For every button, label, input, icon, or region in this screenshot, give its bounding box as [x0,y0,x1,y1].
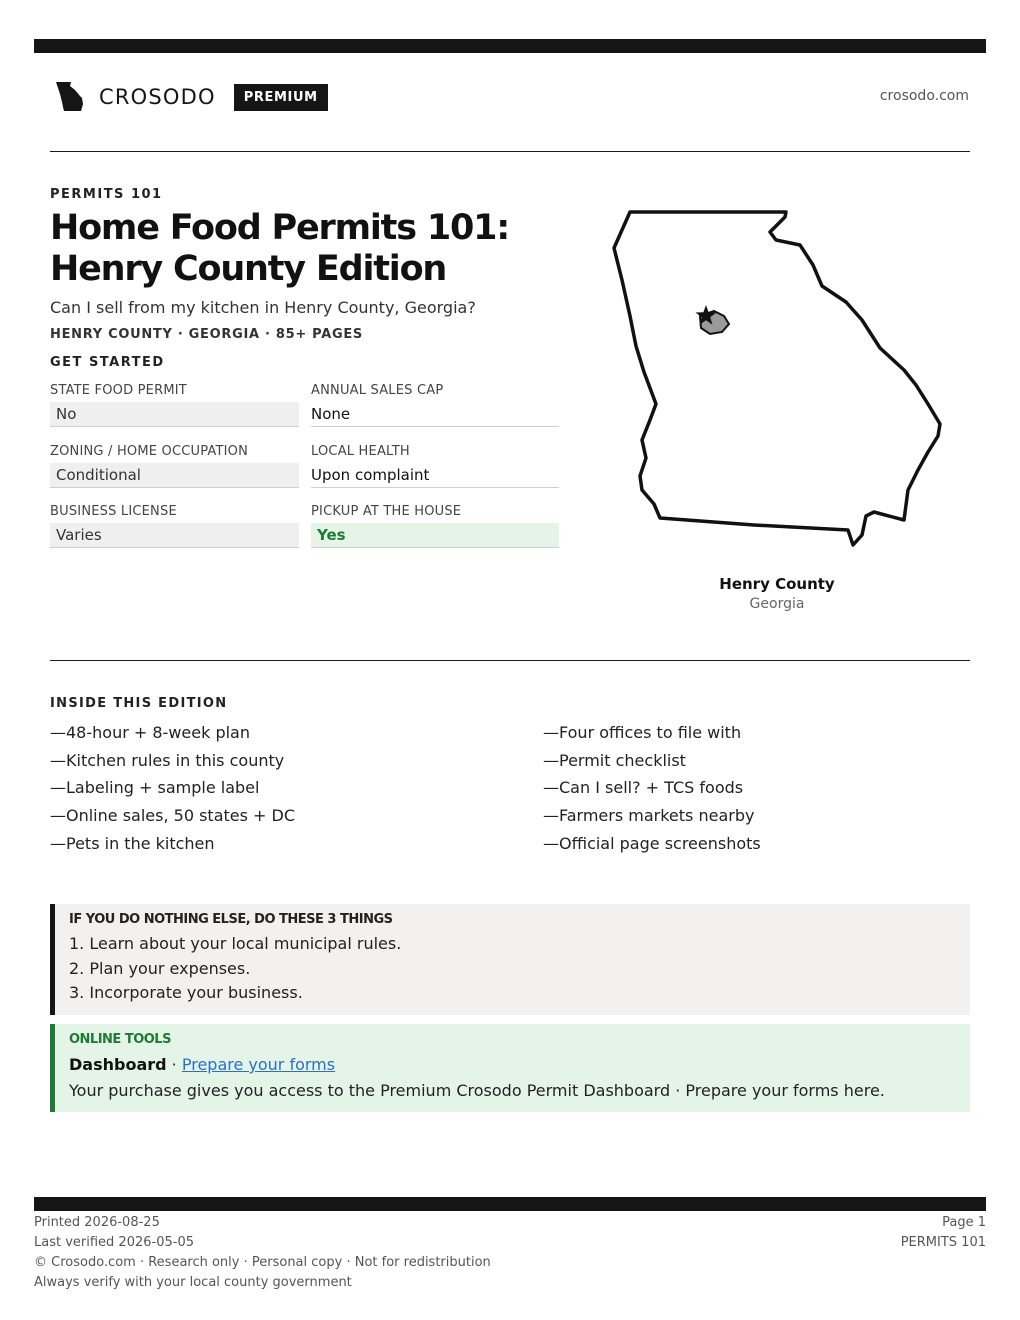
inside-heading: INSIDE THIS EDITION [50,696,228,711]
list-item: —Labeling + sample label [50,778,260,798]
list-item: —Official page screenshots [543,833,761,853]
copyright: © Crosodo.com · Research only · Personal copy · Not for redistribution [34,1255,491,1270]
georgia-state-outline-map [600,200,950,560]
separator: · [166,1055,182,1074]
footer-rule-bar [34,1197,986,1211]
callout-heading: IF YOU DO NOTHING ELSE, DO THESE 3 THINGS [69,912,393,927]
must-do-list [69,932,956,1006]
list-item: 3. Incorporate your business. [69,983,303,1002]
brand-header [53,80,328,114]
list-item: —Can I sell? + TCS foods [543,778,744,798]
list-item: —Kitchen rules in this county [50,750,285,770]
field-zoning-home-occupation [50,444,299,488]
top-rule-bar [34,39,986,53]
dashboard-line [69,1052,956,1078]
field-value: None [311,402,559,427]
field-label: LOCAL HEALTH [311,444,410,459]
page-title: Home Food Permits 101: Henry County Edition [50,208,510,289]
field-local-health [311,444,559,488]
list-item: —Pets in the kitchen [50,833,215,853]
map-caption-county: Henry County [719,575,835,593]
page-number: Page 1 [942,1215,986,1230]
section-divider [50,660,970,661]
field-value: Yes [311,523,559,548]
page-subtitle: Can I sell from my kitchen in Henry County, Georgia? [50,298,476,317]
footer-right [901,1213,986,1253]
field-label: STATE FOOD PERMIT [50,383,187,398]
footer-section: PERMITS 101 [900,1235,986,1250]
section-eyebrow: PERMITS 101 [50,187,163,202]
field-business-license [50,504,299,548]
list-item: —Permit checklist [543,750,686,770]
field-value: Upon complaint [311,463,559,488]
dashboard-label: Dashboard [69,1055,167,1074]
header-divider [50,151,970,152]
map-caption-state: Georgia [749,596,805,612]
field-label: ZONING / HOME OCCUPATION [50,444,249,459]
premium-badge: PREMIUM [234,84,328,111]
callout-heading: ONLINE TOOLS [69,1032,171,1047]
online-tools-callout [50,1024,970,1112]
field-annual-sales-cap [311,383,559,427]
get-started-heading: GET STARTED [50,355,165,370]
field-label: BUSINESS LICENSE [50,504,177,519]
must-do-callout [50,904,970,1015]
field-state-food-permit [50,383,299,427]
list-item: 1. Learn about your local municipal rules. [69,934,402,953]
list-item: —Online sales, 50 states + DC [50,806,296,826]
verified-date: Last verified 2026-05-05 [34,1235,194,1250]
inside-list-left [50,722,295,860]
brand-name: CROSODO [99,85,216,109]
state-outline [614,212,940,545]
field-pickup-at-house [311,504,559,548]
list-item: —48-hour + 8-week plan [50,723,250,742]
field-value: Conditional [50,463,299,488]
georgia-state-silhouette-icon [53,80,87,114]
disclaimer: Always verify with your local county government [34,1275,352,1290]
footer-left [34,1213,491,1293]
field-value: Varies [50,523,299,548]
field-label: ANNUAL SALES CAP [311,383,444,398]
printed-date: Printed 2026-08-25 [34,1215,160,1230]
field-label: PICKUP AT THE HOUSE [311,504,462,519]
site-url[interactable]: crosodo.com [879,88,969,104]
list-item: —Four offices to file with [543,723,742,742]
list-item: —Farmers markets nearby [543,806,755,826]
prepare-forms-link[interactable]: Prepare your forms [181,1055,336,1074]
list-item: 2. Plan your expenses. [69,958,251,978]
inside-list-right [543,722,761,860]
field-value: No [50,402,299,427]
dashboard-description: Your purchase gives you access to the Premium Crosodo Permit Dashboard · Prepare your forms here. [69,1081,885,1100]
edition-meta: HENRY COUNTY · GEORGIA · 85+ PAGES [50,327,363,342]
